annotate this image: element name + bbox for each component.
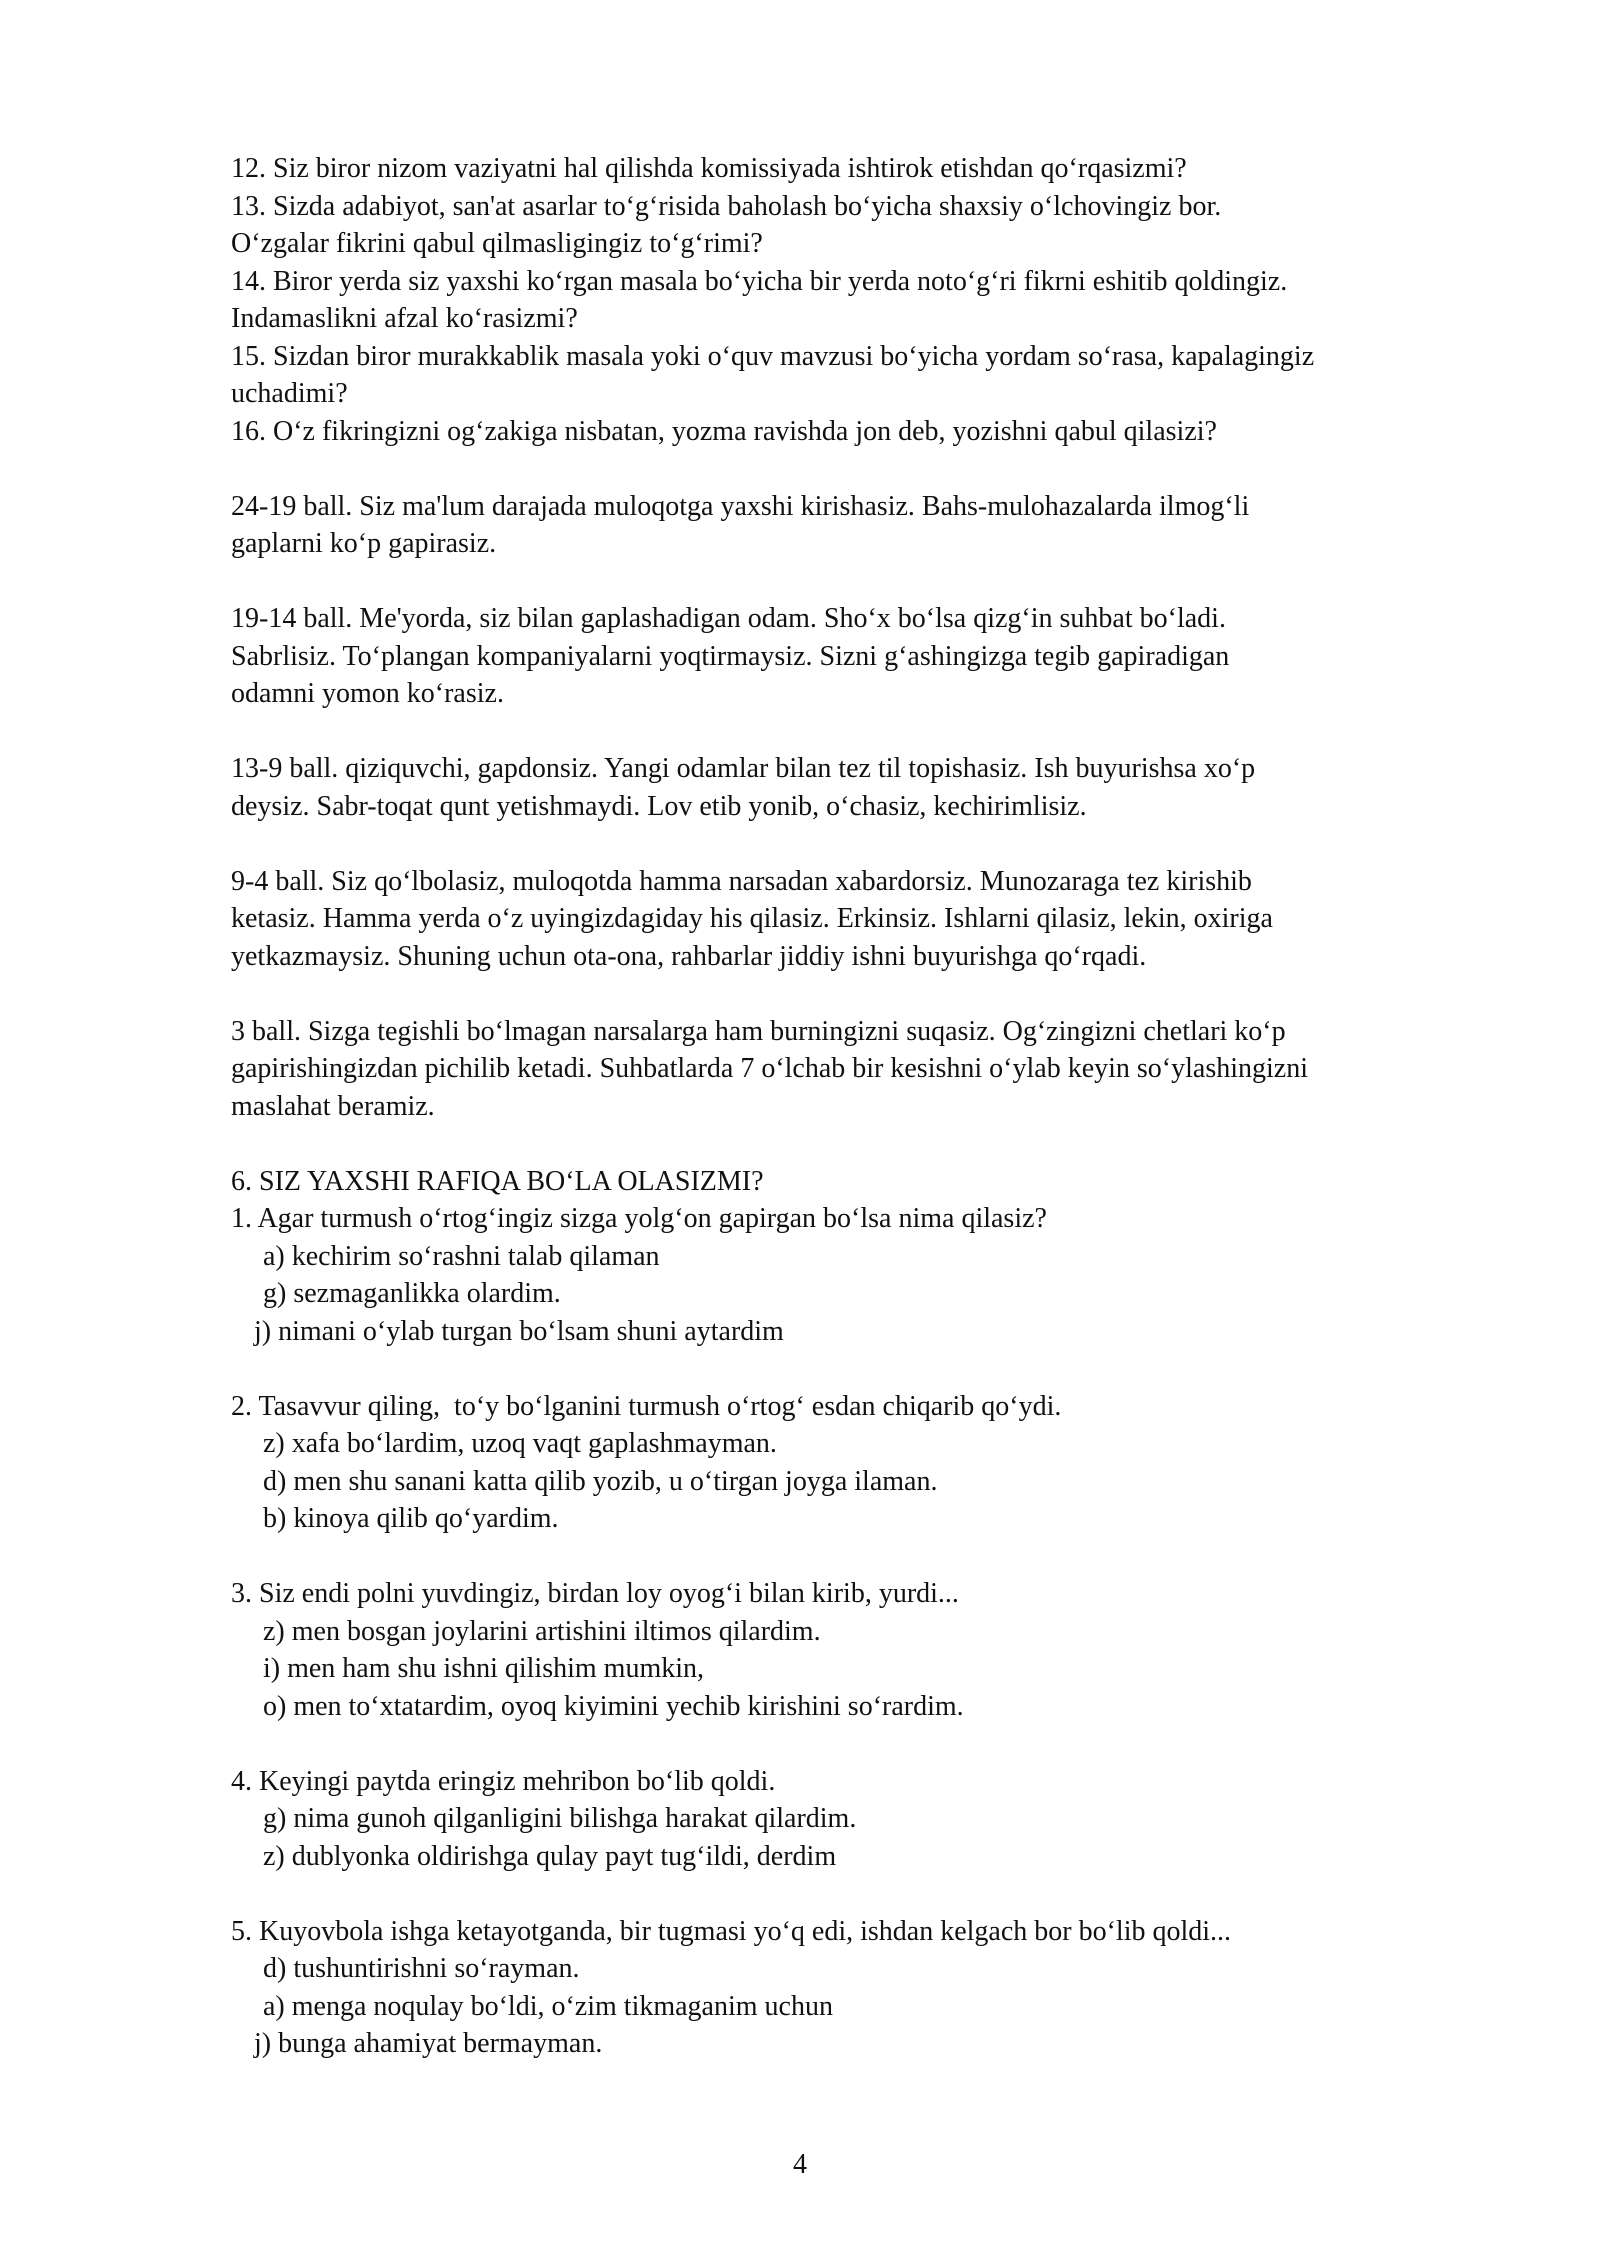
question-15-line-2: uchadimi? [231, 378, 348, 409]
spacer [231, 450, 1491, 488]
result-3 [231, 1013, 1491, 1126]
quiz-option: g) sezmaganlikka olardim. [263, 1278, 561, 1309]
quiz-question-3 [231, 1575, 1491, 1725]
spacer [231, 1125, 1491, 1163]
document-page [231, 150, 1491, 2063]
result-line: 24-19 ball. Siz ma'lum darajada muloqotga yaxshi kirishasiz. Bahs-mulohazalarda ilmog‘li [231, 490, 1250, 522]
question-16-line-1: 16. O‘z fikringizni og‘zakiga nisbatan, yozma ravishda jon deb, yozishni qabul qilasizi? [231, 415, 1217, 447]
section-title: 6. SIZ YAXSHI RAFIQA BO‘LA OLASIZMI? [231, 1165, 764, 1197]
quiz-option: a) menga noqulay bo‘ldi, o‘zim tikmaganim uchun [263, 1990, 833, 2022]
quiz-question-1 [231, 1200, 1491, 1350]
spacer [231, 1538, 1491, 1576]
spacer [231, 1875, 1491, 1913]
quiz-question-text: 2. Tasavvur qiling, to‘y bo‘lganini turmush o‘rtog‘ esdan chiqarib qo‘ydi. [231, 1390, 1062, 1422]
question-15-line-1: 15. Sizdan biror murakkablik masala yoki o‘quv mavzusi bo‘yicha yordam so‘rasa, kapalagingiz [231, 340, 1315, 372]
result-line: deysiz. Sabr-toqat qunt yetishmaydi. Lov etib yonib, o‘chasiz, kechirimlisiz. [231, 790, 1087, 822]
quiz-option: z) dublyonka oldirishga qulay payt tug‘ildi, derdim [263, 1840, 837, 1872]
questions-list [231, 150, 1491, 450]
quiz-option: b) kinoya qilib qo‘yardim. [263, 1503, 559, 1534]
quiz-option: d) tushuntirishni so‘rayman. [263, 1953, 580, 1984]
result-line: gapirishingizdan pichilib ketadi. Suhbatlarda 7 o‘lchab bir kesishni o‘ylab keyin so‘ylashingizni [231, 1053, 1308, 1084]
quiz-question-text: 1. Agar turmush o‘rtog‘ingiz sizga yolg‘on gapirgan bo‘lsa nima qilasiz? [231, 1203, 1047, 1234]
spacer [231, 825, 1491, 863]
page-number: 4 [793, 2149, 807, 2180]
result-line: 13-9 ball. qiziquvchi, gapdonsiz. Yangi odamlar bilan tez til topishasiz. Ish buyurishsa xo‘p [231, 753, 1256, 784]
quiz-option: d) men shu sanani katta qilib yozib, u o‘tirgan joyga ilaman. [263, 1465, 938, 1497]
result-line: 19-14 ball. Me'yorda, siz bilan gaplashadigan odam. Sho‘x bo‘lsa qizg‘in suhbat bo‘ladi. [231, 603, 1226, 634]
quiz-option: z) xafa bo‘lardim, uzoq vaqt gaplashmayman. [263, 1428, 777, 1459]
quiz-option: z) men bosgan joylarini artishini iltimos qilardim. [263, 1615, 821, 1647]
result-line: odamni yomon ko‘rasiz. [231, 678, 504, 709]
quiz-question-2 [231, 1388, 1491, 1538]
quiz-option: i) men ham shu ishni qilishim mumkin, [263, 1653, 704, 1684]
quiz-option: o) men to‘xtatardim, oyoq kiyimini yechib kirishini so‘rardim. [263, 1690, 964, 1722]
result-line: Sabrlisiz. To‘plangan kompaniyalarni yoqtirmaysiz. Sizni g‘ashingizga tegib gapiradigan [231, 640, 1230, 672]
question-13-line-1: 13. Sizda adabiyot, san'at asarlar to‘g‘risida baholash bo‘yicha shaxsiy o‘lchovingiz bor. [231, 190, 1222, 222]
result-9-4 [231, 863, 1491, 976]
result-19-14 [231, 600, 1491, 713]
question-13-line-2: O‘zgalar fikrini qabul qilmasligingiz to‘g‘rimi? [231, 228, 763, 259]
result-line: maslahat beramiz. [231, 1090, 435, 1122]
quiz-question-5 [231, 1913, 1491, 2063]
result-line: ketasiz. Hamma yerda o‘z uyingizdagiday his qilasiz. Erkinsiz. Ishlarni qilasiz, lekin, oxiriga [231, 903, 1273, 934]
result-line: 9-4 ball. Siz qo‘lbolasiz, muloqotda hamma narsadan xabardorsiz. Munozaraga tez kirishib [231, 865, 1252, 897]
spacer [231, 975, 1491, 1013]
result-13-9 [231, 750, 1491, 825]
result-24-19 [231, 488, 1491, 563]
spacer [231, 1725, 1491, 1763]
quiz-question-text: 3. Siz endi polni yuvdingiz, birdan loy oyog‘i bilan kirib, yurdi... [231, 1578, 959, 1609]
result-line: gaplarni ko‘p gapirasiz. [231, 528, 497, 559]
question-14-line-1: 14. Biror yerda siz yaxshi ko‘rgan masala bo‘yicha bir yerda noto‘g‘ri fikrni eshitib qoldingiz. [231, 265, 1288, 297]
spacer [231, 1350, 1491, 1388]
quiz-option: g) nima gunoh qilganligini bilishga harakat qilardim. [263, 1803, 857, 1834]
result-line: 3 ball. Sizga tegishli bo‘lmagan narsalarga ham burningizni suqasiz. Og‘zingizni chetlari ko‘p [231, 1015, 1286, 1047]
quiz-question-text: 5. Kuyovbola ishga ketayotganda, bir tugmasi yo‘q edi, ishdan kelgach bor bo‘lib qoldi... [231, 1915, 1232, 1947]
quiz-question-text: 4. Keyingi paytda eringiz mehribon bo‘lib qoldi. [231, 1765, 776, 1797]
quiz-option: a) kechirim so‘rashni talab qilaman [263, 1240, 660, 1272]
quiz-question-4 [231, 1763, 1491, 1876]
result-line: yetkazmaysiz. Shuning uchun ota-ona, rahbarlar jiddiy ishni buyurishga qo‘rqadi. [231, 940, 1147, 972]
spacer [231, 563, 1491, 601]
spacer [231, 713, 1491, 751]
quiz-option: j) bunga ahamiyat bermayman. [254, 2028, 603, 2059]
question-14-line-2: Indamaslikni afzal ko‘rasizmi? [231, 303, 578, 334]
question-12-line-1: 12. Siz biror nizom vaziyatni hal qilishda komissiyada ishtirok etishdan qo‘rqasizmi? [231, 153, 1187, 184]
quiz-option: j) nimani o‘ylab turgan bo‘lsam shuni aytardim [254, 1315, 784, 1347]
